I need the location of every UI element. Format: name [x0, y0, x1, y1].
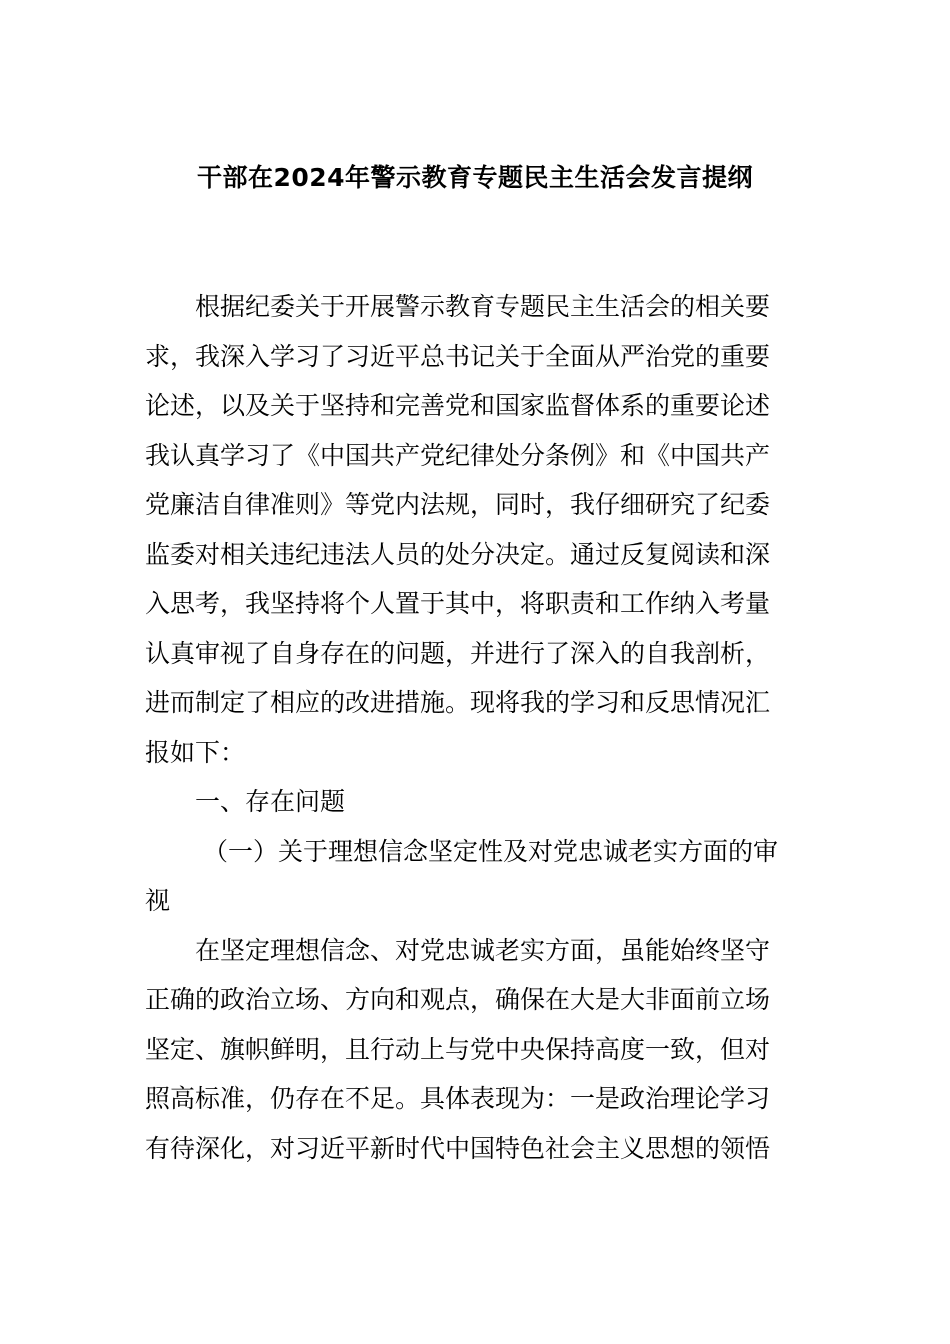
- paragraph-line: 入思考，我坚持将个人置于其中，将职责和工作纳入考量: [145, 589, 771, 618]
- document-title: 干部在2024年警示教育专题民主生活会发言提纲: [196, 163, 754, 192]
- paragraph-line: 求，我深入学习了习近平总书记关于全面从严治党的重要: [145, 341, 771, 371]
- paragraph-line: 论述，以及关于坚持和完善党和国家监督体系的重要论述: [145, 391, 771, 420]
- paragraph-line: 认真审视了自身存在的问题，并进行了深入的自我剖析，: [145, 638, 771, 668]
- subsection-heading: （一）关于理想信念坚定性及对党忠诚老实方面的审: [203, 836, 779, 866]
- paragraph-line: 正确的政治立场、方向和观点，确保在大是大非面前立场: [145, 985, 771, 1014]
- document-body: [145, 282, 805, 1173]
- paragraph-line: 我认真学习了《中国共产党纪律处分条例》和《中国共产: [145, 440, 771, 470]
- paragraph-line: 坚定、旗帜鲜明，且行动上与党中央保持高度一致，但对: [145, 1034, 771, 1064]
- paragraph-line: 监委对相关违纪违法人员的处分决定。通过反复阅读和深: [145, 539, 771, 569]
- paragraph-line: 有待深化，对习近平新时代中国特色社会主义思想的领悟: [145, 1133, 771, 1163]
- subsection-heading-continued: 视: [145, 886, 171, 915]
- paragraph-line: 报如下：: [145, 737, 246, 767]
- paragraph-line: 根据纪委关于开展警示教育专题民主生活会的相关要: [195, 292, 771, 321]
- section-heading: 一、存在问题: [195, 787, 346, 816]
- paragraph-line: 党廉洁自律准则》等党内法规，同时，我仔细研究了纪委: [145, 490, 771, 519]
- paragraph-line: 在坚定理想信念、对党忠诚老实方面，虽能始终坚守: [195, 935, 771, 965]
- paragraph-line: 照高标准，仍存在不足。具体表现为：一是政治理论学习: [145, 1084, 771, 1113]
- paragraph-line: 进而制定了相应的改进措施。现将我的学习和反思情况汇: [145, 688, 771, 717]
